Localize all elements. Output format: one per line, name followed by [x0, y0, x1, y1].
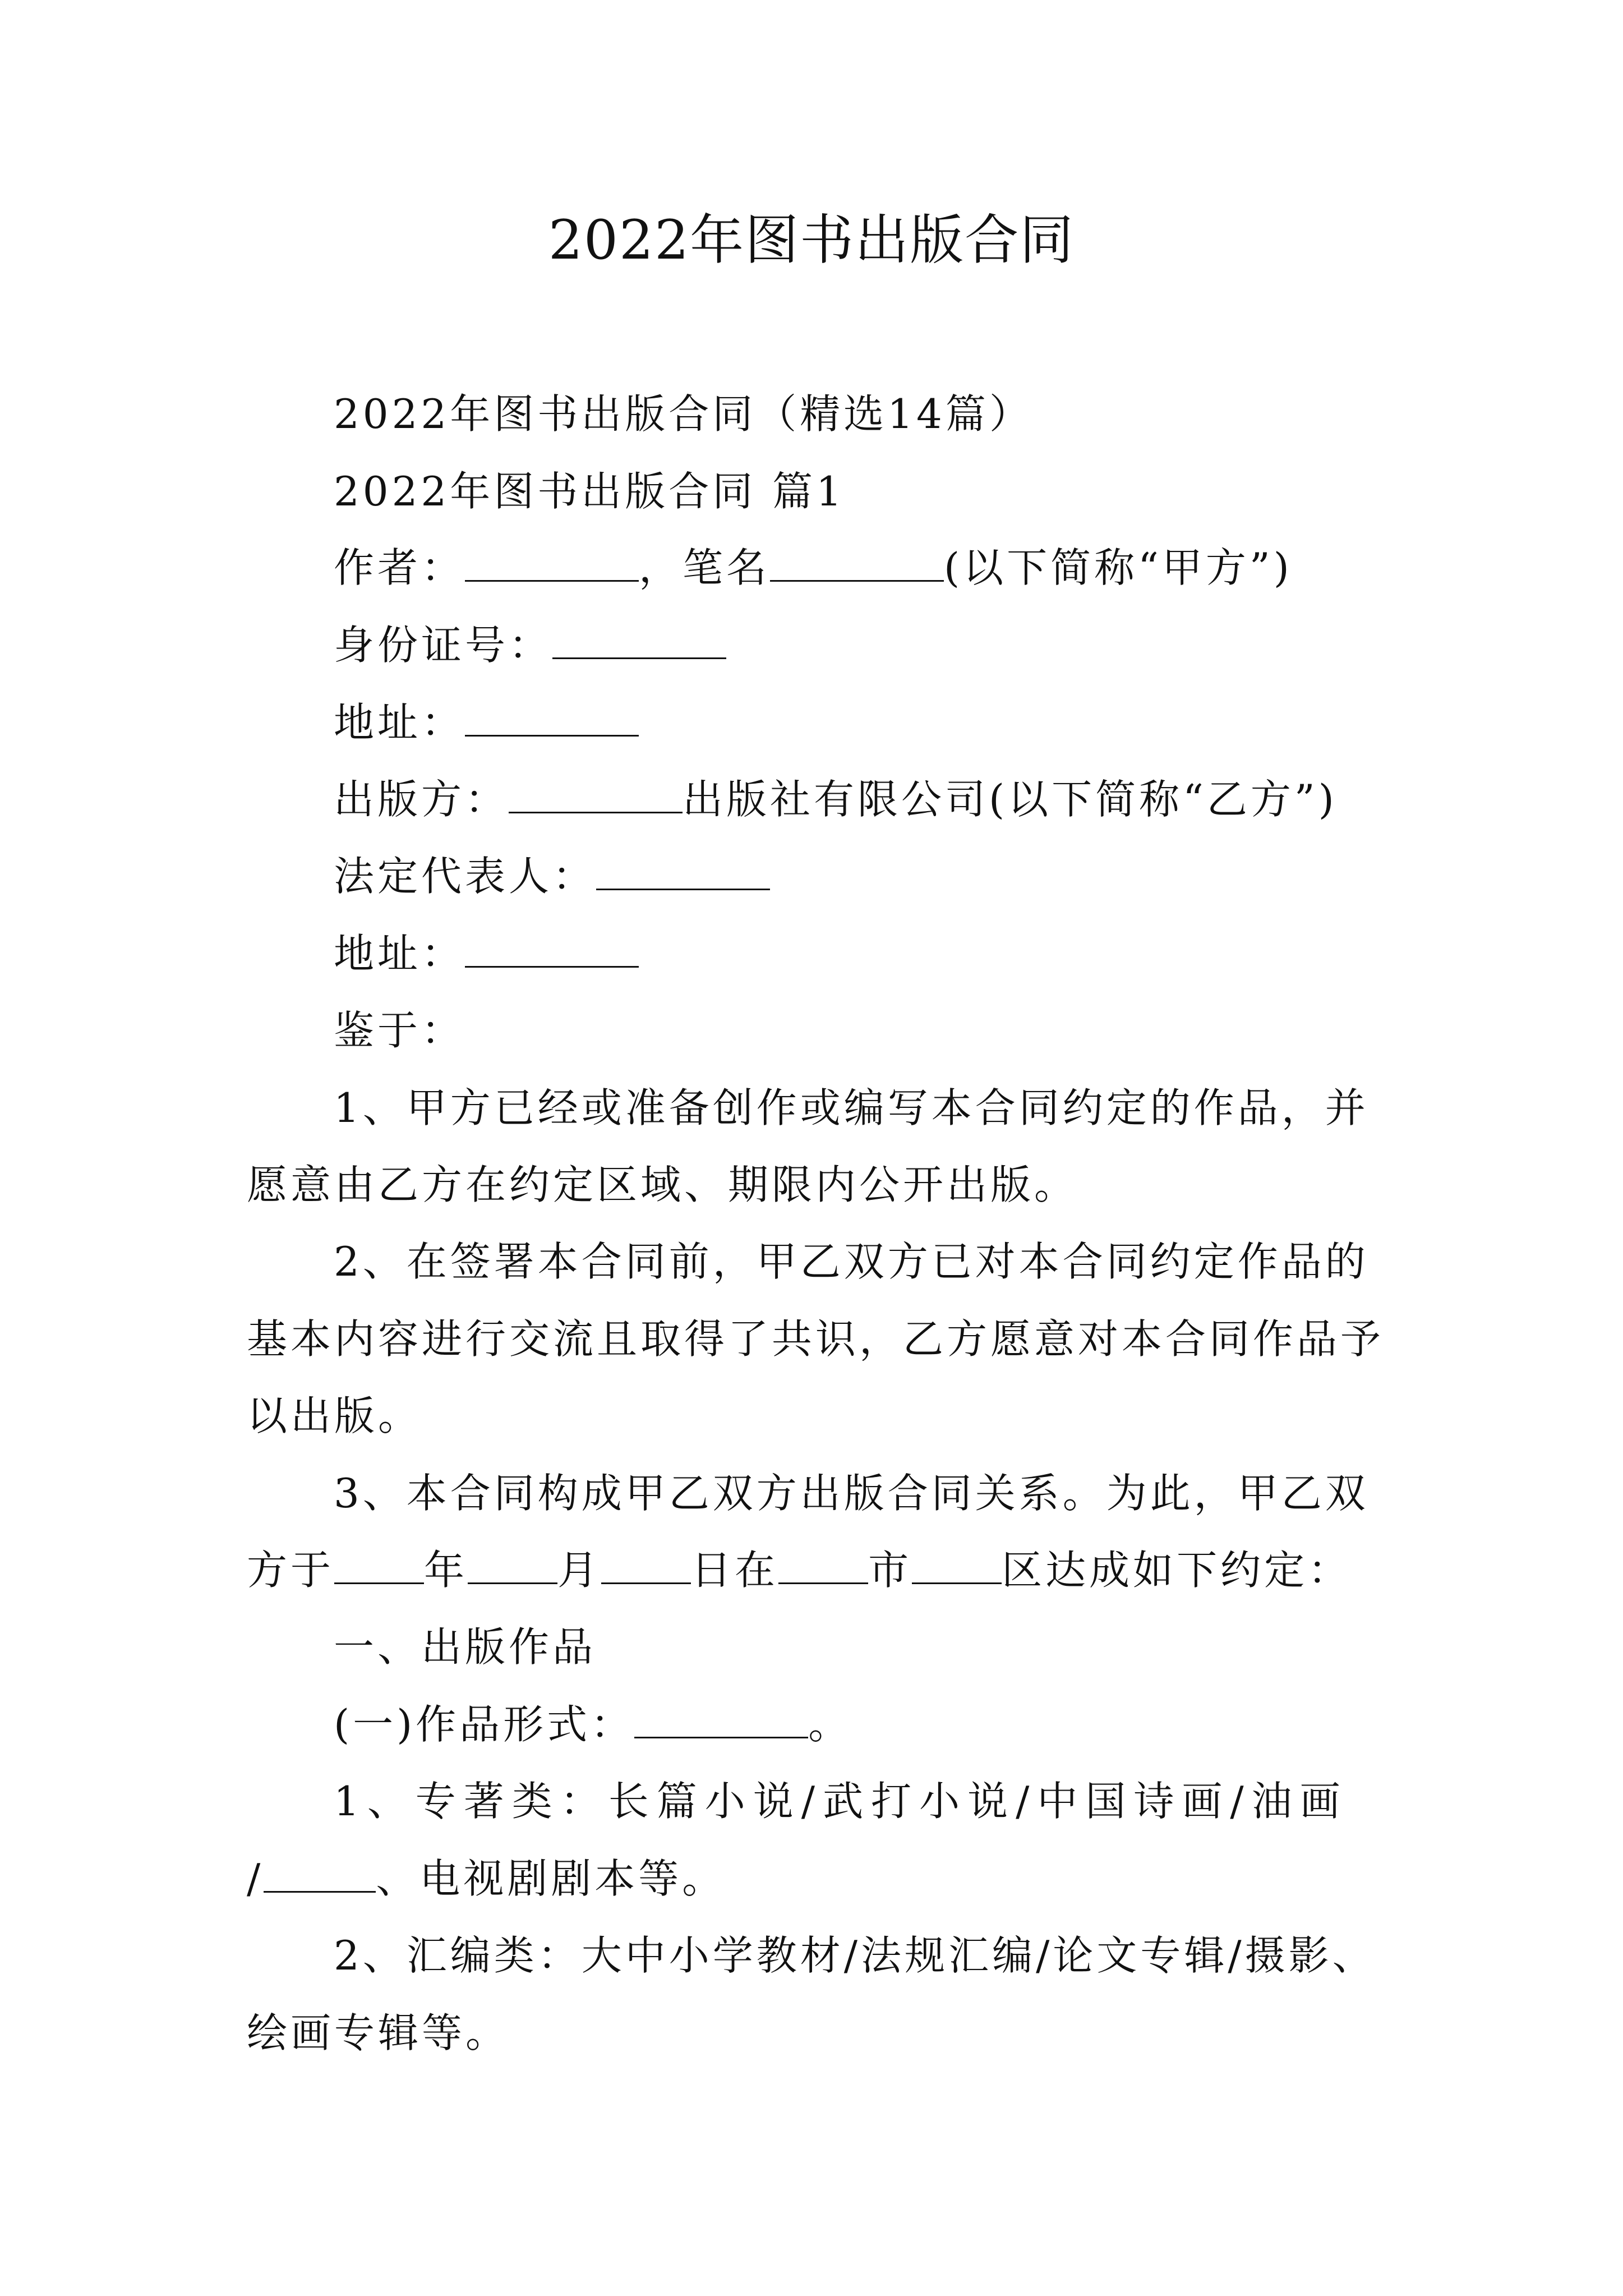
author-line: [334, 540, 1293, 596]
work-form-end: 。: [808, 1701, 852, 1748]
address2-label: 地址：: [334, 930, 465, 977]
city-label: 市: [868, 1547, 912, 1594]
legal-rep-label: 法定代表人：: [334, 853, 597, 900]
legal-rep-line: [334, 848, 770, 904]
type2-line1: 2、汇编类：大中小学教材/法规汇编/论文专辑/摄影、: [334, 1932, 1376, 1979]
day-blank: [601, 1543, 691, 1584]
whereas-line: 鉴于：: [334, 1007, 465, 1054]
pen-name-blank: [770, 541, 944, 582]
pen-name-label: ，笔名: [639, 544, 771, 591]
publisher-suffix: 出版社有限公司(以下简称“乙方”): [683, 776, 1338, 823]
document-title: 2022年图书出版合同: [548, 209, 1075, 272]
clause2-line3: 以出版。: [247, 1392, 422, 1439]
clause3-line2: [247, 1542, 1352, 1598]
author-label: 作者：: [334, 544, 465, 591]
work-form-label: (一)作品形式：: [334, 1701, 635, 1748]
address2-blank: [465, 927, 639, 968]
publisher-label: 出版方：: [334, 776, 509, 823]
district-label: 区达成如下约定：: [1002, 1547, 1352, 1594]
section-heading: 2022年图书出版合同 篇1: [334, 468, 845, 515]
work-form-line: [334, 1696, 852, 1752]
publisher-line: [334, 771, 1338, 827]
clause1-line1: 1、甲方已经或准备创作或编写本合同约定的作品，并: [334, 1084, 1369, 1131]
day-label: 日在: [691, 1547, 779, 1594]
address-label: 地址：: [334, 699, 465, 746]
id-line: [334, 617, 726, 673]
clause2-line2: 基本内容进行交流且取得了共识，乙方愿意对本合同作品予: [247, 1315, 1385, 1363]
work-form-blank: [634, 1697, 808, 1738]
author-blank: [465, 541, 639, 582]
id-label: 身份证号：: [334, 622, 553, 669]
party-a-note: (以下简称“甲方”): [944, 544, 1293, 591]
id-blank: [552, 618, 726, 659]
address-line: [334, 694, 639, 751]
section1-heading: 一、出版作品: [334, 1623, 597, 1671]
clause2-line1: 2、在签署本合同前，甲乙双方已对本合同约定作品的: [334, 1238, 1369, 1285]
type2-line2: 绘画专辑等。: [247, 2009, 510, 2056]
year-blank: [334, 1543, 424, 1584]
year-label: 年: [424, 1547, 468, 1594]
type1-prefix: /: [247, 1855, 264, 1902]
document-subtitle: 2022年图书出版合同（精选14篇）: [334, 390, 1033, 438]
district-blank: [912, 1543, 1002, 1584]
type1-line2: [247, 1851, 726, 1907]
city-blank: [778, 1543, 868, 1584]
address2-line: [334, 926, 639, 982]
publisher-blank: [509, 772, 683, 813]
type1-blank: [264, 1852, 376, 1893]
legal-rep-blank: [596, 849, 770, 890]
type1-suffix: 、电视剧剧本等。: [376, 1855, 726, 1902]
type1-line1: 1、专著类：长篇小说/武打小说/中国诗画/油画: [334, 1778, 1348, 1825]
address-blank: [465, 696, 639, 737]
month-label: 月: [557, 1547, 602, 1594]
clause3-prefix: 方于: [247, 1547, 335, 1594]
month-blank: [468, 1543, 557, 1584]
clause3-line1: 3、本合同构成甲乙双方出版合同关系。为此，甲乙双: [334, 1470, 1369, 1517]
clause1-line2: 愿意由乙方在约定区域、期限内公开出版。: [247, 1161, 1078, 1208]
